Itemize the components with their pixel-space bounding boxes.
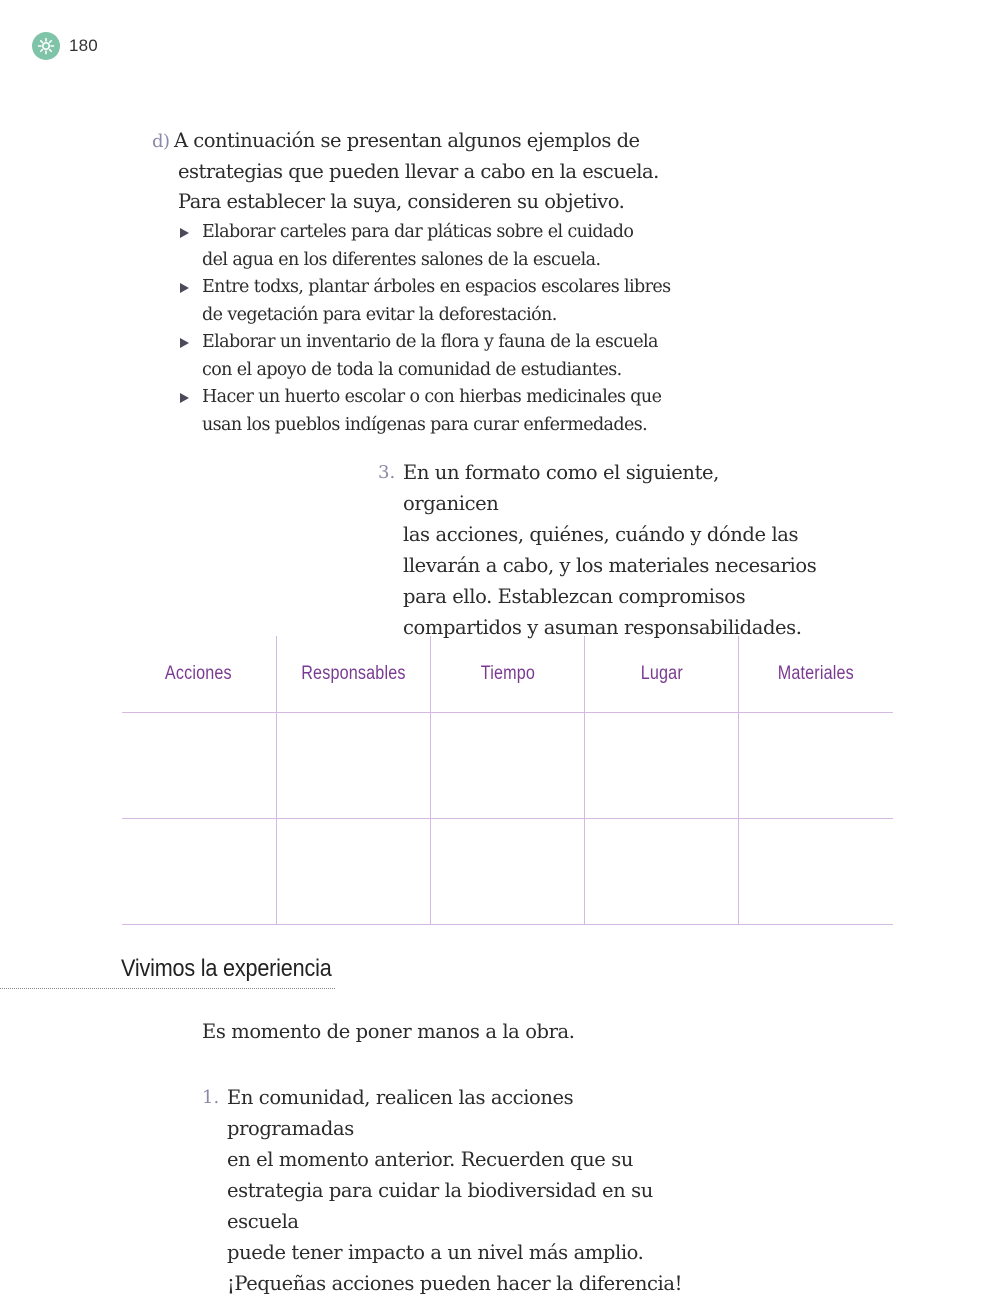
- table-cell[interactable]: [122, 713, 276, 819]
- page-header: [32, 32, 98, 60]
- header-acciones: Acciones: [122, 636, 276, 713]
- bullet-arrow-icon: [180, 228, 189, 238]
- bullet-arrow-icon: [180, 393, 189, 403]
- item-1-text: En comunidad, realicen las acciones programadas en el momento anterior. Recuerden que su estrategia para cuidar la biodiversidad en su escuela puede tener impacto a un nivel más amplio. ¡Pequeñas acciones pueden hacer la diferencia!: [227, 1086, 683, 1295]
- page-number: 180: [69, 36, 98, 55]
- strategy-list: [178, 219, 672, 439]
- item-number: 1.: [202, 1087, 220, 1108]
- intro-text: Es momento de poner manos a la obra.: [202, 1020, 575, 1043]
- section-divider: [0, 988, 335, 989]
- list-item: Elaborar un inventario de la flora y fauna de la escuela con el apoyo de toda la comunidad de estudiantes.: [178, 329, 672, 384]
- header-tiempo: Tiempo: [430, 636, 584, 713]
- header-lugar: Lugar: [585, 636, 739, 713]
- section-title: Vivimos la experiencia: [121, 955, 332, 982]
- table-cell[interactable]: [276, 713, 430, 819]
- planning-table: [122, 636, 893, 925]
- table-header-row: [122, 636, 893, 713]
- table-row: [122, 713, 893, 819]
- item-number: 3.: [378, 462, 396, 483]
- table-cell[interactable]: [430, 819, 584, 925]
- header-responsables: Responsables: [276, 636, 430, 713]
- item-d: [152, 126, 672, 439]
- table-cell[interactable]: [585, 713, 739, 819]
- table-row: [122, 819, 893, 925]
- table-cell[interactable]: [739, 819, 893, 925]
- item-1: [202, 1082, 702, 1299]
- table-cell[interactable]: [739, 713, 893, 819]
- item-d-line-1: A continuación se presentan algunos ejemplos de: [174, 129, 640, 152]
- header-materiales: Materiales: [739, 636, 893, 713]
- table-cell[interactable]: [585, 819, 739, 925]
- table-cell[interactable]: [430, 713, 584, 819]
- item-3-text: En un formato como el siguiente, organicen las acciones, quiénes, cuándo y dónde las llevarán a cabo, y los materiales necesarios para ello. Establezcan compromisos compartidos y asuman responsabilidades.: [403, 461, 817, 639]
- gear-sun-icon: [37, 37, 55, 55]
- list-item: Elaborar carteles para dar pláticas sobre el cuidado del agua en los diferentes salones de la escuela.: [178, 219, 672, 274]
- list-item: Hacer un huerto escolar o con hierbas medicinales que usan los pueblos indígenas para curar enfermedades.: [178, 384, 672, 439]
- item-d-line-2: estrategias que pueden llevar a cabo en la escuela.: [178, 160, 659, 183]
- page-badge: [32, 32, 60, 60]
- list-item: Entre todxs, plantar árboles en espacios escolares libres de vegetación para evitar la deforestación.: [178, 274, 672, 329]
- item-d-line-3: Para establecer la suya, consideren su objetivo.: [178, 190, 625, 213]
- table-cell[interactable]: [276, 819, 430, 925]
- item-3: [378, 457, 818, 643]
- bullet-arrow-icon: [180, 283, 189, 293]
- item-letter: d): [152, 131, 170, 152]
- table-cell[interactable]: [122, 819, 276, 925]
- bullet-arrow-icon: [180, 338, 189, 348]
